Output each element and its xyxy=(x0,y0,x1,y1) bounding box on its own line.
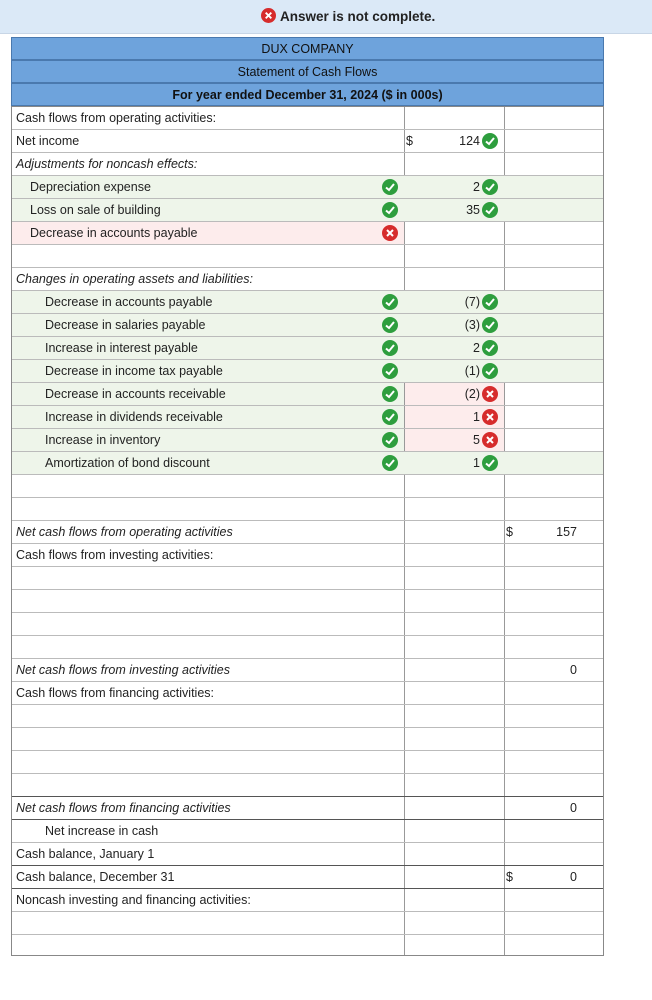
amortization-label[interactable]: Amortization of bond discount xyxy=(45,456,210,470)
table-row xyxy=(12,590,603,613)
table-row xyxy=(12,613,603,636)
green-check-icon xyxy=(482,363,498,379)
table-row xyxy=(12,429,603,452)
green-check-icon xyxy=(382,202,398,218)
decrease-ap-change-amount[interactable]: (7) xyxy=(464,295,480,309)
green-check-icon xyxy=(382,455,398,471)
table-row xyxy=(12,889,603,912)
statement-period: For year ended December 31, 2024 ($ in 000s) xyxy=(11,83,604,106)
table-row xyxy=(12,498,603,521)
table-row xyxy=(12,912,603,935)
green-check-icon xyxy=(482,455,498,471)
green-check-icon xyxy=(482,202,498,218)
green-check-icon xyxy=(382,294,398,310)
changes-heading: Changes in operating assets and liabilities: xyxy=(16,272,253,286)
decrease-income-tax-label[interactable]: Decrease in income tax payable xyxy=(45,364,223,378)
loss-on-sale-amount[interactable]: 35 xyxy=(466,203,480,217)
decrease-ap-change-label[interactable]: Decrease in accounts payable xyxy=(45,295,213,309)
net-financing-amount[interactable]: 0 xyxy=(570,801,577,815)
banner-text: Answer is not complete. xyxy=(280,9,436,24)
increase-dividends-amount[interactable]: 1 xyxy=(473,410,480,424)
noncash-heading: Noncash investing and financing activities: xyxy=(16,893,251,907)
green-check-icon xyxy=(382,179,398,195)
red-x-icon xyxy=(382,225,398,241)
table-row xyxy=(12,337,603,360)
green-check-icon xyxy=(482,294,498,310)
table-row xyxy=(12,705,603,728)
section-heading-operating: Cash flows from operating activities: xyxy=(16,111,217,125)
decrease-salaries-label[interactable]: Decrease in salaries payable xyxy=(45,318,206,332)
green-check-icon xyxy=(382,363,398,379)
net-operating-label: Net cash flows from operating activities xyxy=(16,525,233,539)
dollar-sign: $ xyxy=(506,870,513,884)
section-heading-financing: Cash flows from financing activities: xyxy=(16,686,214,700)
table-row xyxy=(12,130,603,153)
table-row xyxy=(12,360,603,383)
red-x-icon xyxy=(482,386,498,402)
green-check-icon xyxy=(382,432,398,448)
table-row xyxy=(12,820,603,843)
decrease-ap-label[interactable]: Decrease in accounts payable xyxy=(30,226,198,240)
table-row xyxy=(12,452,603,475)
table-row xyxy=(12,636,603,659)
green-check-icon xyxy=(482,179,498,195)
table-row xyxy=(12,222,603,245)
decrease-ar-label[interactable]: Decrease in accounts receivable xyxy=(45,387,226,401)
decrease-ar-amount[interactable]: (2) xyxy=(464,387,480,401)
dollar-sign: $ xyxy=(406,134,413,148)
green-check-icon xyxy=(382,340,398,356)
table-row xyxy=(12,291,603,314)
table-row xyxy=(12,774,603,797)
table-row xyxy=(12,521,603,544)
green-check-icon xyxy=(482,133,498,149)
table-row xyxy=(12,659,603,682)
green-check-icon xyxy=(382,386,398,402)
table-row xyxy=(12,567,603,590)
net-increase-label: Net increase in cash xyxy=(45,824,159,838)
cash-dec31-label: Cash balance, December 31 xyxy=(16,870,175,884)
increase-interest-label[interactable]: Increase in interest payable xyxy=(45,341,198,355)
section-heading-investing: Cash flows from investing activities: xyxy=(16,548,214,562)
net-operating-amount[interactable]: 157 xyxy=(556,525,577,539)
table-row xyxy=(12,199,603,222)
table-row xyxy=(12,383,603,406)
table-row xyxy=(12,245,603,268)
table-row xyxy=(12,314,603,337)
depreciation-amount[interactable]: 2 xyxy=(473,180,480,194)
answer-status-banner xyxy=(0,0,652,34)
table-row xyxy=(12,268,603,291)
red-x-icon xyxy=(482,432,498,448)
table-row xyxy=(12,682,603,705)
table-row xyxy=(12,843,603,866)
red-x-icon xyxy=(482,409,498,425)
depreciation-label[interactable]: Depreciation expense xyxy=(30,180,151,194)
adjustments-heading: Adjustments for noncash effects: xyxy=(16,157,198,171)
net-income-label: Net income xyxy=(16,134,80,148)
net-financing-label: Net cash flows from financing activities xyxy=(16,801,231,815)
table-row xyxy=(12,751,603,774)
green-check-icon xyxy=(482,317,498,333)
cash-flow-table xyxy=(11,106,604,956)
table-row xyxy=(12,728,603,751)
table-row xyxy=(12,176,603,199)
table-row xyxy=(12,475,603,498)
increase-dividends-label[interactable]: Increase in dividends receivable xyxy=(45,410,223,424)
table-row xyxy=(12,406,603,429)
table-row xyxy=(12,866,603,889)
decrease-income-tax-amount[interactable]: (1) xyxy=(464,364,480,378)
decrease-salaries-amount[interactable]: (3) xyxy=(464,318,480,332)
net-income-amount[interactable]: 124 xyxy=(459,134,480,148)
table-row xyxy=(12,544,603,567)
loss-on-sale-label[interactable]: Loss on sale of building xyxy=(30,203,161,217)
net-investing-label: Net cash flows from investing activities xyxy=(16,663,230,677)
company-name: DUX COMPANY xyxy=(11,37,604,60)
net-investing-amount[interactable]: 0 xyxy=(570,663,577,677)
x-circle-icon xyxy=(261,8,276,23)
dollar-sign: $ xyxy=(506,525,513,539)
cash-jan1-label: Cash balance, January 1 xyxy=(16,847,155,861)
increase-inventory-amount[interactable]: 5 xyxy=(473,433,480,447)
amortization-amount[interactable]: 1 xyxy=(473,456,480,470)
table-row xyxy=(12,797,603,820)
increase-inventory-label[interactable]: Increase in inventory xyxy=(45,433,161,447)
green-check-icon xyxy=(382,317,398,333)
cash-dec31-amount[interactable]: 0 xyxy=(570,870,577,884)
table-row xyxy=(12,153,603,176)
green-check-icon xyxy=(382,409,398,425)
green-check-icon xyxy=(482,340,498,356)
statement-title: Statement of Cash Flows xyxy=(11,60,604,83)
increase-interest-amount[interactable]: 2 xyxy=(473,341,480,355)
table-row xyxy=(12,107,603,130)
